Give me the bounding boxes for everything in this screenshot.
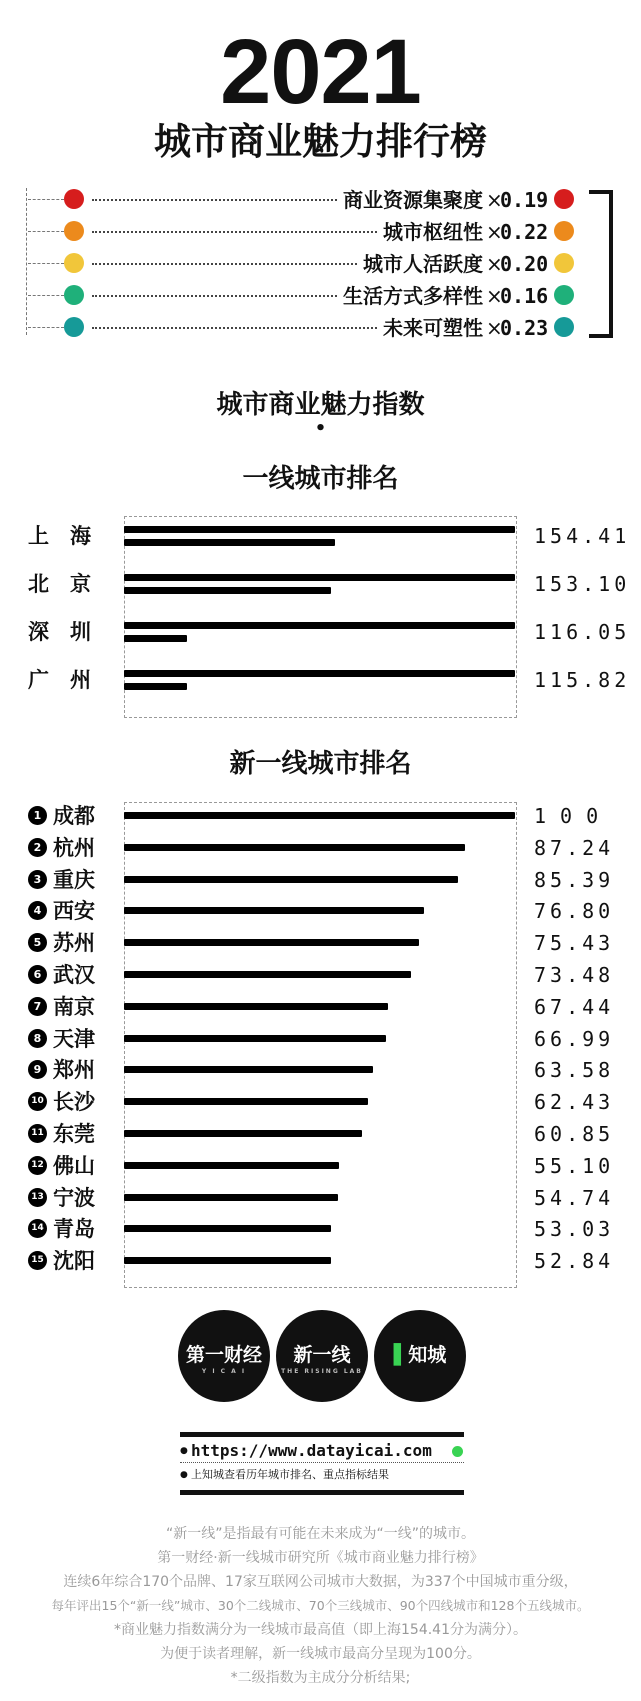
factor-weight: 0.16 (500, 284, 549, 308)
bar-value (124, 971, 411, 978)
factor-dot-right (554, 285, 574, 305)
logo-yicai (178, 1310, 270, 1402)
factor-multiply: × (486, 316, 503, 340)
year-heading: 2021 (220, 21, 421, 123)
score-value: 62.43 (534, 1090, 615, 1114)
bar-secondary (124, 635, 187, 642)
footnote-line: *二级指数为主成分分析结果; (230, 1670, 411, 1686)
score-value: 154.41 (534, 524, 631, 548)
score-value: 73.48 (534, 963, 615, 987)
bar-value (124, 1066, 373, 1073)
factor-stub (28, 199, 64, 200)
city-name: 北 京 (28, 572, 91, 596)
score-value: 76.80 (534, 899, 615, 923)
score-value: 87.24 (534, 836, 615, 860)
factor-dot-right (554, 221, 574, 241)
factor-row (0, 248, 641, 280)
rank-badge: 12 (28, 1156, 47, 1175)
factor-label: 城市人活跃度 (363, 252, 483, 276)
city-name: 上 海 (28, 524, 91, 548)
factor-dot-left (64, 253, 84, 273)
score-value: 115.82 (534, 668, 631, 692)
bar-primary (124, 622, 515, 629)
link-desc: 上知城查看历年城市排名、重点指标结果 (191, 1468, 389, 1481)
score-value: 116.05 (534, 620, 631, 644)
city-name: 苏州 (53, 931, 95, 955)
factor-label: 商业资源集聚度 (343, 188, 483, 212)
city-name: 武汉 (53, 963, 95, 987)
city-name: 成都 (53, 804, 95, 828)
factor-dot-left (64, 189, 84, 209)
factor-weight: 0.20 (500, 252, 549, 276)
city-name: 宁波 (53, 1186, 95, 1210)
factor-dot-right (554, 189, 574, 209)
rank-badge: 4 (28, 901, 47, 920)
factor-leader (92, 327, 377, 329)
factor-weight: 0.23 (500, 316, 549, 340)
factor-dot-left (64, 221, 84, 241)
factor-leader (92, 295, 337, 297)
footnote-line: 连续6年综合170个品牌、17家互联网公司城市大数据，为337个中国城市重分级， (63, 1574, 578, 1590)
bar-value (124, 1003, 388, 1010)
link-mid-rule (180, 1462, 464, 1463)
online-status-dot (452, 1446, 463, 1457)
factor-multiply: × (486, 188, 503, 212)
factor-multiply: × (486, 252, 503, 276)
logo-zhicheng-mark: ▌ (393, 1344, 409, 1366)
newtier1-chart-frame (124, 802, 517, 1288)
footnote-line: “新一线”是指最有可能在未来成为“一线”的城市。 (165, 1526, 475, 1542)
link-bottom-rule (180, 1490, 464, 1495)
score-value: 85.39 (534, 868, 615, 892)
city-name: 西安 (53, 899, 95, 923)
factor-multiply: × (486, 284, 503, 308)
score-value: 75.43 (534, 931, 615, 955)
rank-badge: 6 (28, 965, 47, 984)
factor-leader (92, 199, 337, 201)
bar-value (124, 1162, 339, 1169)
city-name: 东莞 (53, 1122, 95, 1146)
rank-badge: 11 (28, 1124, 47, 1143)
rank-badge: 5 (28, 933, 47, 952)
newtier1-title: 新一线城市排名 (229, 749, 412, 779)
logo-yicai-sub: Y I C A I (201, 1368, 247, 1375)
city-name: 长沙 (53, 1090, 95, 1114)
index-title: 城市商业魅力指数 (216, 390, 425, 420)
score-value: 53.03 (534, 1217, 615, 1241)
bar-primary (124, 574, 515, 581)
bar-value (124, 844, 465, 851)
main-title: 城市商业魅力排行榜 (154, 120, 487, 163)
bar-secondary (124, 683, 187, 690)
rank-badge: 2 (28, 838, 47, 857)
desc-bullet: ● (180, 1470, 188, 1480)
logo-yicai-text: 第一财经 (185, 1344, 262, 1366)
bar-value (124, 1098, 368, 1105)
bar-primary (124, 670, 515, 677)
factor-weight: 0.22 (500, 220, 549, 244)
bar-value (124, 1257, 331, 1264)
bar-primary (124, 526, 515, 533)
rank-badge: 14 (28, 1219, 47, 1238)
bar-value (124, 907, 424, 914)
link-top-rule (180, 1432, 464, 1437)
factor-dot-left (64, 285, 84, 305)
bar-value (124, 1225, 331, 1232)
factor-row (0, 216, 641, 248)
city-name: 佛山 (53, 1154, 95, 1178)
rank-badge: 8 (28, 1029, 47, 1048)
factor-leader (92, 263, 357, 265)
city-name: 广 州 (28, 668, 91, 692)
rank-badge: 9 (28, 1060, 47, 1079)
logo-zhicheng (374, 1310, 466, 1402)
rank-badge: 13 (28, 1188, 47, 1207)
tier1-title: 一线城市排名 (242, 464, 399, 494)
city-name: 郑州 (53, 1058, 95, 1082)
city-name: 青岛 (53, 1217, 95, 1241)
factor-dot-right (554, 317, 574, 337)
logo-rising-lab-sub: THE RISING LAB (281, 1368, 363, 1375)
logo-rising-lab-text: 新一线 (293, 1344, 351, 1366)
footnote-line: *商业魅力指数满分为一线城市最高值（即上海154.41分为满分）。 (114, 1622, 527, 1638)
city-name: 深 圳 (28, 620, 91, 644)
score-value: 153.10 (534, 572, 631, 596)
logo-zhicheng-label: 知城 (408, 1344, 447, 1366)
bar-value (124, 1130, 362, 1137)
factor-label: 城市枢纽性 (383, 220, 483, 244)
factor-row (0, 184, 641, 216)
bar-value (124, 1035, 386, 1042)
index-dot: • (314, 418, 327, 439)
score-value: 100 (534, 804, 613, 828)
logo-rising-lab (276, 1310, 368, 1402)
city-name: 天津 (53, 1027, 95, 1051)
footnote-line: 每年评出15个“新一线”城市、30个二线城市、70个三线城市、90个四线城市和128个五线城市。 (51, 1598, 590, 1613)
bar-secondary (124, 539, 335, 546)
factor-dot-left (64, 317, 84, 337)
footnote-line: 为便于读者理解，新一线城市最高分呈现为100分。 (160, 1646, 481, 1662)
factor-left-bracket (26, 188, 28, 335)
factor-weight: 0.19 (500, 188, 549, 212)
factor-stub (28, 231, 64, 232)
bar-value (124, 876, 458, 883)
score-value: 54.74 (534, 1186, 615, 1210)
factor-row (0, 312, 641, 344)
bar-value (124, 939, 419, 946)
factor-label: 未来可塑性 (383, 316, 483, 340)
score-value: 60.85 (534, 1122, 615, 1146)
score-value: 52.84 (534, 1249, 615, 1273)
score-value: 55.10 (534, 1154, 615, 1178)
factor-dot-right (554, 253, 574, 273)
factor-stub (28, 295, 64, 296)
rank-badge: 15 (28, 1251, 47, 1270)
factor-bracket (589, 190, 613, 338)
bar-value (124, 812, 515, 819)
city-name: 沈阳 (53, 1249, 95, 1273)
factor-multiply: × (486, 220, 503, 244)
rank-badge: 1 (28, 806, 47, 825)
city-name: 重庆 (53, 868, 95, 892)
score-value: 63.58 (534, 1058, 615, 1082)
link-bullet: ● (180, 1446, 188, 1456)
bar-secondary (124, 587, 331, 594)
city-name: 南京 (53, 995, 95, 1019)
score-value: 66.99 (534, 1027, 615, 1051)
city-name: 杭州 (53, 836, 95, 860)
factor-row (0, 280, 641, 312)
factor-stub (28, 263, 64, 264)
score-value: 67.44 (534, 995, 615, 1019)
factor-stub (28, 327, 64, 328)
bar-value (124, 1194, 338, 1201)
link-url[interactable]: https://www.datayicai.com (191, 1441, 432, 1460)
factor-leader (92, 231, 377, 233)
factor-label: 生活方式多样性 (343, 284, 483, 308)
footnote-line: 第一财经·新一线城市研究所《城市商业魅力排行榜》 (157, 1550, 484, 1566)
rank-badge: 3 (28, 870, 47, 889)
rank-badge: 7 (28, 997, 47, 1016)
logo-zhicheng-text (374, 1343, 466, 1367)
rank-badge: 10 (28, 1092, 47, 1111)
